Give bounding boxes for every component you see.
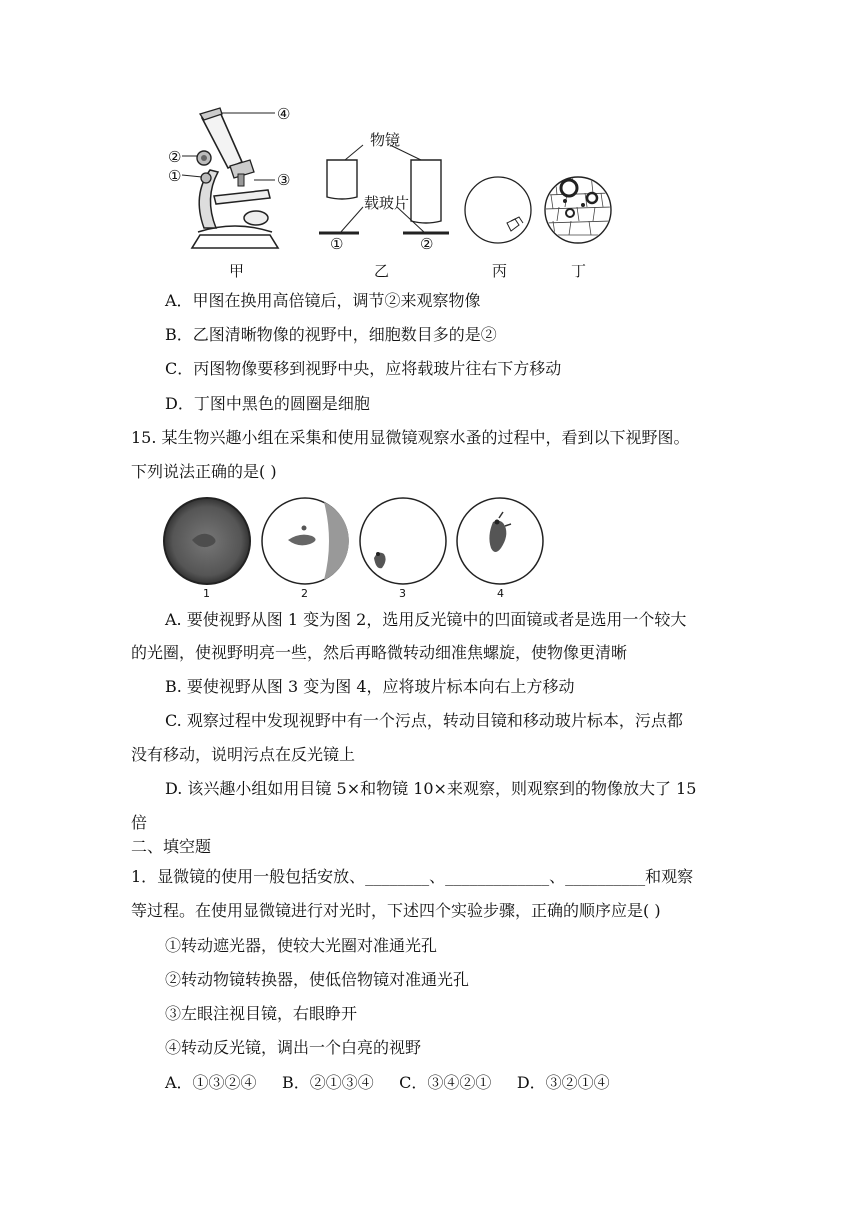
label-bing: 丙 [492,262,508,280]
q15-option-d-line1: D. 该兴趣小组如用目镜 5×和物镜 10×来观察，则观察到的物像放大了 15 [165,779,697,798]
q14-option-a: A．甲图在换用高倍镜后，调节②来观察物像 [165,291,481,310]
section-title: 二、填空题 [131,837,212,856]
q15-option-a-line2: 的光圈，使视野明亮一些，然后再略微转动细准焦螺旋，使物像更清晰 [131,643,628,662]
fill1-choices: A．①③②④ B．②①③④ C．③④②① D．③②①④ [165,1073,610,1092]
fill1-step-3: ③左眼注视目镜，右眼睁开 [165,1004,358,1023]
label-yi-2: ② [420,235,434,253]
q15-fig-label-3: 3 [399,587,406,600]
q15-view-3 [358,496,448,586]
label-yi-1: ① [330,235,344,253]
q15-option-a-line1: A. 要使视野从图 1 变为图 2，选用反光镜中的凹面镜或者是选用一个较大 [165,610,687,629]
fill1-step-4: ④转动反光镜，调出一个白亮的视野 [165,1038,422,1057]
q15-view-2 [260,496,350,586]
fill1-step-1: ①转动遮光器，使较大光圈对准通光孔 [165,936,438,955]
label-4: ④ [277,105,291,123]
label-jia: 甲 [229,262,245,280]
fill1-step-2: ②转动物镜转换器，使低倍物镜对准通光孔 [165,970,470,989]
fill1-line1: 1．显微镜的使用一般包括安放、________、_____________、__________和观察 [131,867,694,886]
q14-option-c: C．丙图物像要移到视野中央，应将载玻片往右下方移动 [165,359,562,378]
label-ding: 丁 [571,262,587,280]
q15-fig-label-1: 1 [203,587,210,600]
view-bing [463,175,533,245]
q15-stem-line2: 下列说法正确的是( ) [131,462,277,481]
label-yi: 乙 [374,262,390,280]
q14-option-b: B．乙图清晰物像的视野中，细胞数目多的是② [165,325,497,344]
q15-option-c-line2: 没有移动，说明污点在反光镜上 [131,745,356,764]
label-objective: 物镜 [370,131,401,149]
q15-option-d-line2: 倍 [131,813,148,832]
q15-fig-label-4: 4 [497,587,504,600]
q15-option-c-line1: C. 观察过程中发现视野中有一个污点，转动目镜和移动玻片标本，污点都 [165,711,683,730]
q14-option-d: D．丁图中黑色的圆圈是细胞 [165,394,370,413]
fill1-line2: 等过程。在使用显微镜进行对光时，下述四个实验步骤，正确的顺序应是( ) [131,901,661,920]
label-2: ② [168,148,182,166]
q15-fig-label-2: 2 [301,587,308,600]
label-3: ③ [277,171,291,189]
q15-option-b: B. 要使视野从图 3 变为图 4，应将玻片标本向右上方移动 [165,677,575,696]
q15-view-1 [162,496,252,586]
view-ding [543,175,613,245]
label-1: ① [168,167,182,185]
q15-stem-line1: 15. 某生物兴趣小组在采集和使用显微镜观察水蚤的过程中，看到以下视野图。 [131,428,690,447]
q15-view-4 [455,496,545,586]
label-slide: 载玻片 [364,194,410,212]
